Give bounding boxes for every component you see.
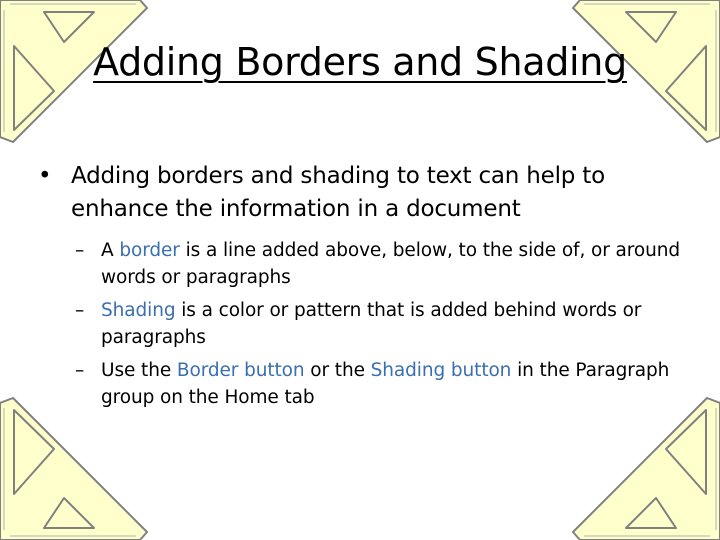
sub-bullet-buttons [38, 357, 688, 411]
term-border: border [119, 240, 180, 261]
bullet-item [38, 160, 688, 226]
sub-bullet-text-before: A [101, 240, 120, 261]
sub-bullet-text-before: Use the [101, 360, 177, 381]
dash-marker: – [75, 240, 85, 261]
sub-bullet-text-after: is a color or pattern that is added behind words or paragraphs [101, 300, 642, 348]
sub-bullet-text-after: in the Paragraph group on the Home tab [101, 360, 670, 408]
dash-marker: – [75, 360, 85, 381]
term-border-button: Border button [176, 360, 305, 381]
slide-content [38, 160, 688, 417]
term-shading-button: Shading button [370, 360, 512, 381]
bullet-marker: • [38, 163, 52, 189]
sub-bullet-shading [38, 297, 688, 351]
slide-title: Adding Borders and Shading [93, 40, 627, 84]
sub-bullet-border [38, 237, 688, 291]
term-shading: Shading [101, 300, 176, 321]
dash-marker: – [75, 300, 85, 321]
bullet-text: Adding borders and shading to text can help to enhance the information in a document [71, 163, 605, 222]
sub-bullet-text-middle: or the [304, 360, 371, 381]
sub-bullet-list [38, 237, 688, 411]
sub-bullet-text-after: is a line added above, below, to the side of, or around words or paragraphs [101, 240, 680, 288]
